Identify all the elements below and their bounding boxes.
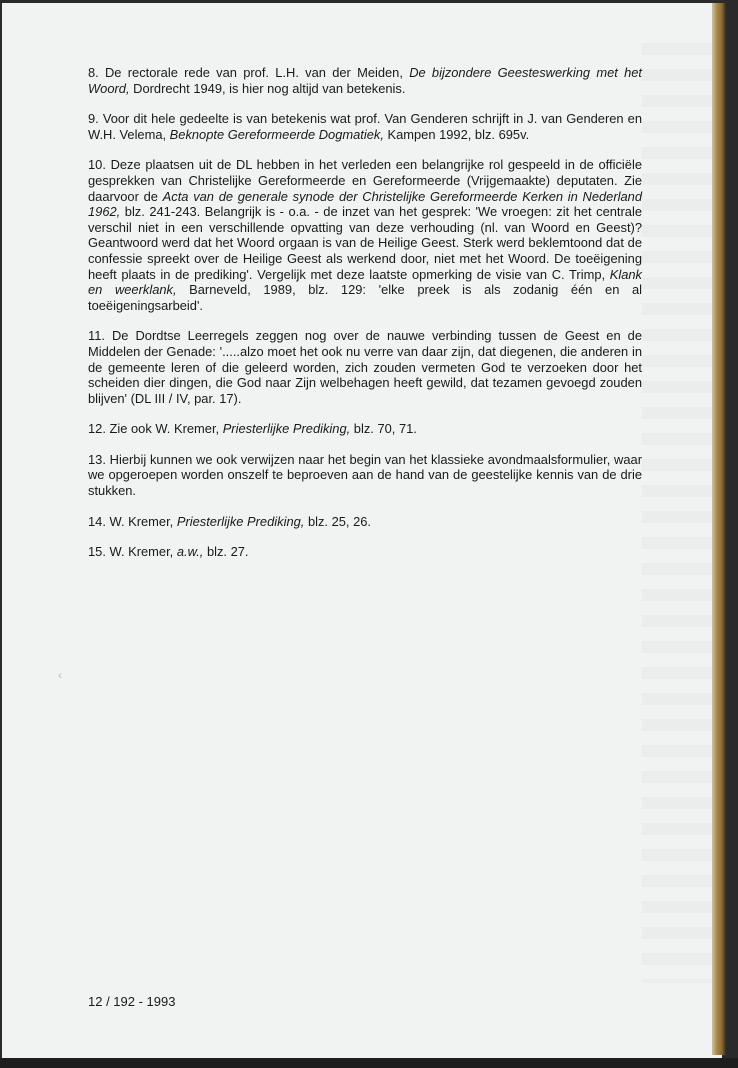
- footnote-12: [88, 421, 642, 437]
- footnote-11: [88, 328, 642, 406]
- footnote-text: 13. Hierbij kunnen we ook verwijzen naar het begin van het klassieke avondmaalsformulier, waar we opgeroepen worden onszelf te beproeven aan de hand van de geestelijke kennis van de drie stukken.: [88, 451, 642, 499]
- footnote-text: 11. De Dordtse Leerregels zeggen nog over de nauwe verbinding tussen de Geest en de Middelen der Genade: '.....alzo moet het ook nu verre van daar zijn, dat diegenen, die anderen in de gemeente leren of die geleerd worden, zich zouden vermeten God te verzoeken door het scheiden dier dingen, die God naar Zijn welbehagen heeft gewild, dat tezamen gevoegd zouden blijven' (DL III / IV, par. 17).: [88, 328, 642, 406]
- footnote-text: blz. 27.: [203, 544, 249, 560]
- footnote-9: [88, 111, 642, 142]
- margin-mark: ‹: [58, 668, 62, 682]
- footnote-title: Priesterlijke Prediking,: [222, 421, 351, 437]
- footnote-text: blz. 241-243. Belangrijk is - o.a. - de inzet van het gesprek: 'We vroegen: zit het centrale verschil niet in een verschillende opvatting van deze verhouding (nl. van Woord en Geest)? Geantwoord werd dat het Woord orgaan is van de Heilige Geest. Sterk werd beklemtoond dat de confessie spreekt over de Heilige Geest als werkend door, niet met het Woord. De toeëigening heeft plaats in de prediking'. Vergelijk met deze laatste opmerking de visie van C. Trimp,: [88, 204, 642, 282]
- footnote-text: blz. 70, 71.: [350, 421, 417, 437]
- footnote-14: [88, 514, 642, 530]
- page-edge-binding: [712, 3, 726, 1055]
- footnote-10: [88, 157, 642, 313]
- footnote-title: Acta van de generale synode der Christelijke Gereformeerde Kerken in Nederland 1962,: [88, 188, 642, 220]
- footnote-text: 15. W. Kremer,: [88, 544, 177, 560]
- document-page: [2, 3, 722, 1063]
- footnote-text: 8. De rectorale rede van prof. L.H. van der Meiden,: [88, 65, 410, 80]
- footnote-title: Beknopte Gereformeerde Dogmatiek,: [169, 126, 384, 142]
- footnote-text: 14. W. Kremer,: [88, 513, 177, 529]
- footnote-text: Kampen 1992, blz. 695v.: [383, 126, 530, 142]
- bleed-through-texture: [642, 43, 722, 983]
- page-edge-bottom: [0, 1058, 738, 1068]
- footnote-text: 10. Deze plaatsen uit de DL hebben in het verleden een belangrijke rol gespeeld in de officiële gesprekken van Christelijke Gereformeerde en Gereformeerde (Vrijgemaakte) deputaten. Zie daarvoor de: [88, 157, 642, 204]
- page-footer: 12 / 192 - 1993: [88, 994, 176, 1009]
- footnote-text: blz. 25, 26.: [304, 513, 372, 529]
- footnote-8: [88, 65, 642, 96]
- footnote-title: Klank en weerklank,: [88, 266, 642, 298]
- footnote-13: [88, 452, 642, 499]
- footnotes-section: [88, 65, 642, 575]
- footnote-15: [88, 544, 642, 560]
- footnote-title: De bijzondere Geesteswerking met het Woord,: [88, 65, 642, 96]
- footnote-text: Barneveld, 1989, blz. 129: 'elke preek is als zodanig één en al toeëigeningsarbeid'.: [88, 282, 642, 313]
- footnote-text: 12. Zie ook W. Kremer,: [88, 421, 223, 437]
- footnote-text: 9. Voor dit hele gedeelte is van betekenis wat prof. Van Genderen schrijft in J. van Genderen en W.H. Velema,: [88, 111, 642, 142]
- footnote-title: Priesterlijke Prediking,: [176, 513, 305, 529]
- footnote-text: Dordrecht 1949, is hier nog altijd van betekenis.: [129, 80, 406, 96]
- footnote-title: a.w.,: [176, 544, 204, 560]
